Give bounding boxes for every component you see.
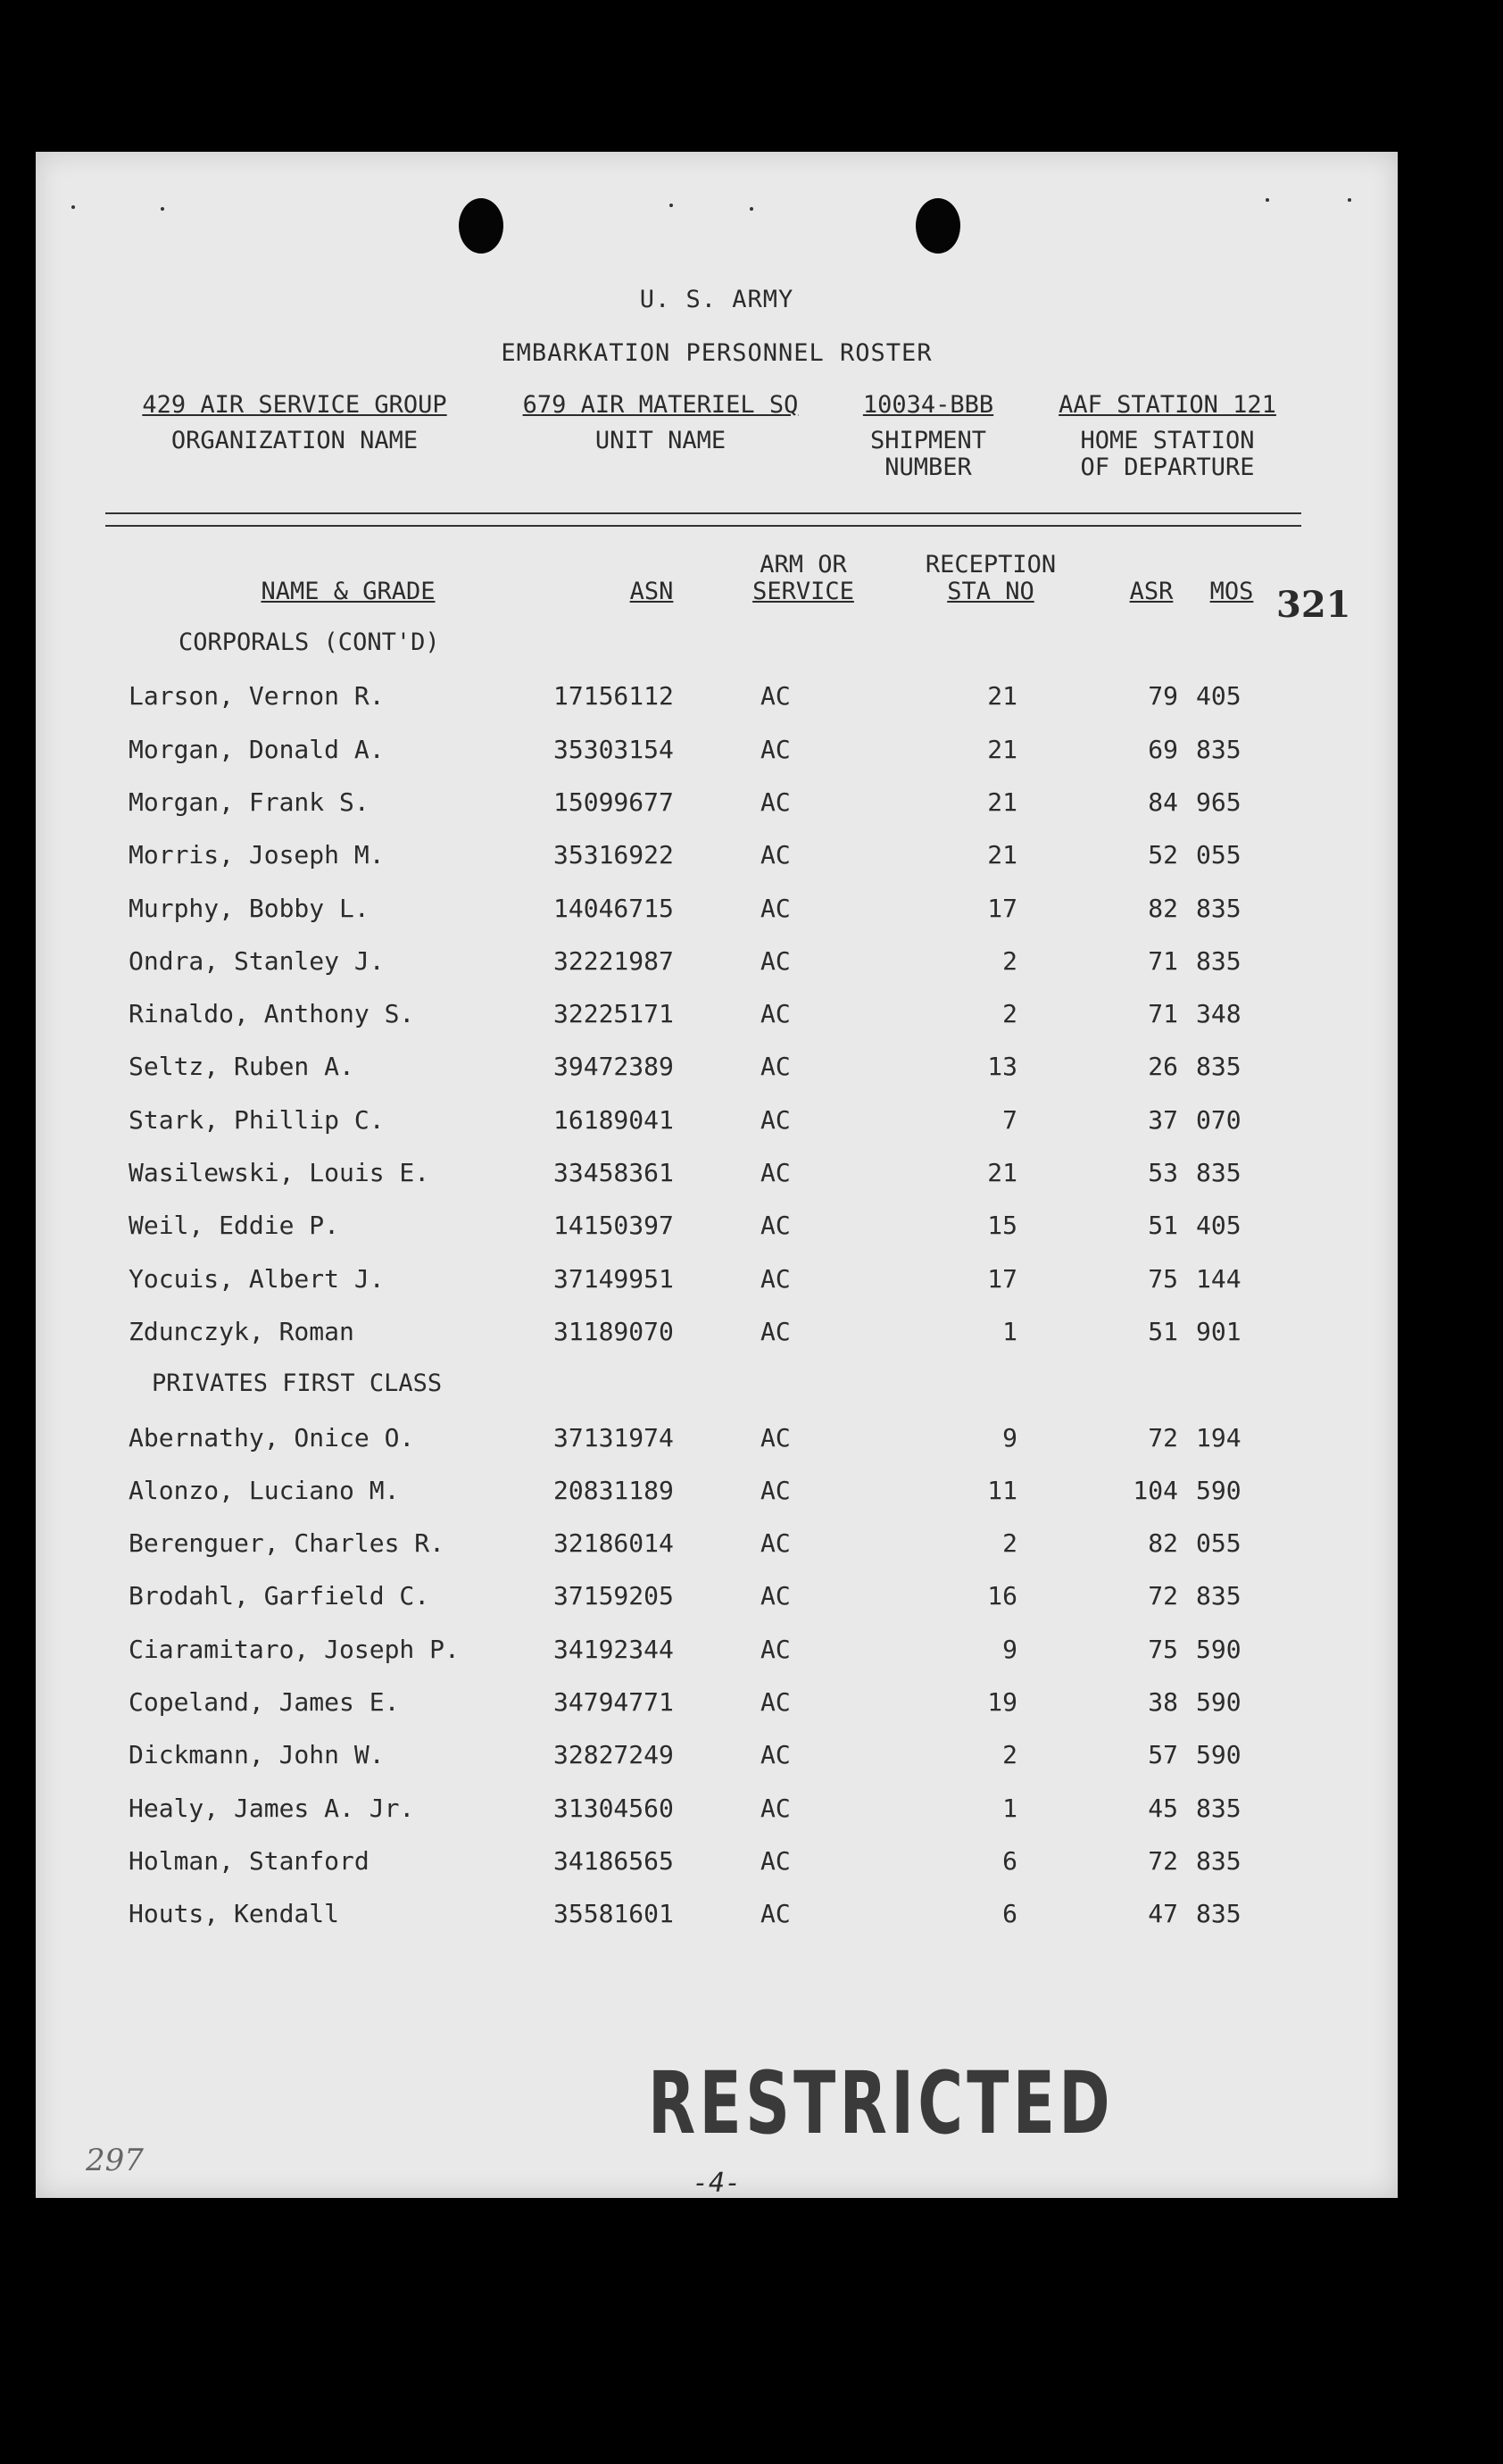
- cell-asr: 57: [1148, 1740, 1178, 1770]
- cell-mos: 835: [1196, 1899, 1241, 1929]
- cell-name: Morgan, Frank S.: [129, 787, 370, 817]
- cell-sta: 6: [1002, 1845, 1017, 1876]
- cell-name: Healy, James A. Jr.: [129, 1793, 415, 1823]
- cell-asn: 35581601: [553, 1899, 674, 1929]
- cell-sta: 21: [987, 681, 1017, 712]
- cell-mos: 835: [1196, 1793, 1241, 1823]
- cell-asn: 35303154: [553, 734, 674, 764]
- col-mos-header: MOS: [1209, 578, 1254, 605]
- cell-asn: 34192344: [553, 1634, 674, 1664]
- cell-asr: 69: [1148, 734, 1178, 764]
- cell-mos: 055: [1196, 840, 1241, 870]
- cell-asr: 79: [1148, 681, 1178, 712]
- cell-asn: 32827249: [553, 1740, 674, 1770]
- cell-arm: AC: [760, 1052, 791, 1082]
- cell-name: Ciaramitaro, Joseph P.: [129, 1634, 460, 1664]
- cell-arm: AC: [760, 893, 791, 923]
- cell-mos: 835: [1196, 945, 1241, 976]
- cell-asn: 37149951: [553, 1263, 674, 1294]
- cell-arm: AC: [760, 1475, 791, 1505]
- station-label: HOME STATION: [1080, 427, 1255, 454]
- cell-name: Berenguer, Charles R.: [129, 1528, 445, 1559]
- header-title: EMBARKATION PERSONNEL ROSTER: [501, 339, 933, 367]
- cell-name: Rinaldo, Anthony S.: [129, 999, 415, 1029]
- cell-name: Morris, Joseph M.: [129, 840, 385, 870]
- cell-asn: 31189070: [553, 1316, 674, 1346]
- cell-asn: 32186014: [553, 1528, 674, 1559]
- cell-asr: 82: [1148, 1528, 1178, 1559]
- cell-arm: AC: [760, 1793, 791, 1823]
- handwritten-note: 297: [86, 2143, 144, 2178]
- cell-mos: 901: [1196, 1316, 1241, 1346]
- table-row: [36, 1794, 1398, 1829]
- cell-asn: 31304560: [553, 1793, 674, 1823]
- cell-name: Alonzo, Luciano M.: [129, 1475, 400, 1505]
- cell-asr: 75: [1148, 1634, 1178, 1664]
- cell-mos: 590: [1196, 1475, 1241, 1505]
- cell-mos: 590: [1196, 1634, 1241, 1664]
- table-row: [36, 1687, 1398, 1723]
- speck: [669, 204, 673, 207]
- table-row: [36, 787, 1398, 823]
- cell-mos: 835: [1196, 1158, 1241, 1187]
- cell-asn: 32221987: [553, 945, 674, 976]
- cell-mos: 144: [1196, 1263, 1241, 1294]
- table-row: [36, 1476, 1398, 1511]
- cell-asr: 72: [1148, 1845, 1178, 1876]
- cell-asn: 37159205: [553, 1581, 674, 1611]
- cell-asr: 37: [1148, 1104, 1178, 1135]
- cell-mos: 348: [1196, 999, 1241, 1029]
- cell-arm: AC: [760, 734, 791, 764]
- cell-sta: 13: [987, 1052, 1017, 1082]
- cell-asr: 52: [1148, 840, 1178, 870]
- cell-mos: 835: [1196, 1052, 1241, 1082]
- cell-sta: 15: [987, 1211, 1017, 1241]
- cell-mos: 835: [1196, 893, 1241, 923]
- cell-arm: AC: [760, 1845, 791, 1876]
- cell-sta: 21: [987, 734, 1017, 764]
- shipment-label: SHIPMENT: [869, 427, 987, 454]
- table-row: [36, 1105, 1398, 1141]
- cell-asn: 15099677: [553, 787, 674, 817]
- shipment-value: 10034-BBB: [862, 391, 994, 419]
- cell-mos: 405: [1196, 1211, 1241, 1241]
- cell-asr: 51: [1148, 1211, 1178, 1241]
- table-row: [36, 1317, 1398, 1353]
- cell-sta: 2: [1002, 999, 1017, 1029]
- cell-mos: 194: [1196, 1422, 1241, 1453]
- speck: [71, 205, 75, 209]
- organization-label: ORGANIZATION NAME: [170, 427, 419, 454]
- cell-asr: 84: [1148, 787, 1178, 817]
- speck: [161, 207, 164, 211]
- cell-arm: AC: [760, 1158, 791, 1187]
- punch-hole: [459, 198, 503, 254]
- cell-asr: 104: [1133, 1475, 1178, 1505]
- cell-name: Dickmann, John W.: [129, 1740, 385, 1770]
- table-row: [36, 1899, 1398, 1935]
- cell-name: Seltz, Ruben A.: [129, 1052, 354, 1082]
- cell-sta: 9: [1002, 1422, 1017, 1453]
- cell-asr: 72: [1148, 1581, 1178, 1611]
- cell-sta: 1: [1002, 1793, 1017, 1823]
- cell-name: Zdunczyk, Roman: [129, 1316, 354, 1346]
- cell-name: Copeland, James E.: [129, 1687, 400, 1717]
- page-number: 321: [1276, 584, 1351, 626]
- table-row: [36, 946, 1398, 982]
- cell-mos: 835: [1196, 1845, 1241, 1876]
- cell-sta: 21: [987, 787, 1017, 817]
- cell-asr: 51: [1148, 1316, 1178, 1346]
- cell-arm: AC: [760, 1316, 791, 1346]
- cell-arm: AC: [760, 1211, 791, 1241]
- section-title: PRIVATES FIRST CLASS: [152, 1369, 443, 1398]
- speck: [1266, 198, 1269, 202]
- table-row: [36, 1581, 1398, 1617]
- cell-arm: AC: [760, 1634, 791, 1664]
- table-row: [36, 681, 1398, 717]
- cell-name: Brodahl, Garfield C.: [129, 1581, 430, 1611]
- table-row: [36, 1264, 1398, 1300]
- cell-sta: 2: [1002, 1528, 1017, 1559]
- col-asr-header: ASR: [1129, 578, 1174, 605]
- table-row: [36, 999, 1398, 1035]
- cell-sta: 2: [1002, 945, 1017, 976]
- cell-mos: 965: [1196, 787, 1241, 817]
- table-row: [36, 1740, 1398, 1776]
- col-sta-header: RECEPTION: [925, 551, 1057, 579]
- shipment-label: NUMBER: [884, 454, 972, 481]
- cell-asr: 82: [1148, 893, 1178, 923]
- cell-mos: 055: [1196, 1528, 1241, 1559]
- cell-arm: AC: [760, 1104, 791, 1135]
- cell-sta: 2: [1002, 1740, 1017, 1770]
- cell-mos: 405: [1196, 681, 1241, 712]
- cell-name: Houts, Kendall: [129, 1899, 340, 1929]
- cell-arm: AC: [760, 787, 791, 817]
- cell-sta: 17: [987, 1263, 1017, 1294]
- cell-arm: AC: [760, 945, 791, 976]
- cell-sta: 16: [987, 1581, 1017, 1611]
- cell-arm: AC: [760, 1899, 791, 1929]
- cell-name: Ondra, Stanley J.: [129, 945, 385, 976]
- col-sta-header: STA NO: [947, 578, 1034, 605]
- col-name-header: NAME & GRADE: [261, 578, 436, 605]
- cell-asn: 20831189: [553, 1475, 674, 1505]
- cell-sta: 7: [1002, 1104, 1017, 1135]
- col-arm-header: SERVICE: [752, 578, 854, 605]
- cell-arm: AC: [760, 1528, 791, 1559]
- cell-asr: 71: [1148, 999, 1178, 1029]
- table-row: [36, 840, 1398, 876]
- header-army: U. S. ARMY: [639, 286, 794, 313]
- footer-page-number: -4-: [692, 2168, 742, 2199]
- cell-name: Yocuis, Albert J.: [129, 1263, 385, 1294]
- table-row: [36, 1635, 1398, 1670]
- cell-name: Weil, Eddie P.: [129, 1211, 340, 1241]
- station-label: OF DEPARTURE: [1080, 454, 1255, 481]
- cell-sta: 11: [987, 1475, 1017, 1505]
- cell-arm: AC: [760, 840, 791, 870]
- cell-sta: 6: [1002, 1899, 1017, 1929]
- cell-mos: 070: [1196, 1104, 1241, 1135]
- cell-mos: 835: [1196, 1581, 1241, 1611]
- section-title: CORPORALS (CONT'D): [179, 628, 440, 656]
- cell-asn: 33458361: [553, 1158, 674, 1187]
- col-asn-header: ASN: [629, 578, 674, 605]
- cell-asn: 34794771: [553, 1687, 674, 1717]
- cell-mos: 590: [1196, 1740, 1241, 1770]
- cell-arm: AC: [760, 1422, 791, 1453]
- cell-asr: 47: [1148, 1899, 1178, 1929]
- speck: [1348, 198, 1351, 202]
- table-row: [36, 1052, 1398, 1087]
- cell-mos: 835: [1196, 734, 1241, 764]
- cell-asn: 35316922: [553, 840, 674, 870]
- cell-asn: 14046715: [553, 893, 674, 923]
- cell-sta: 9: [1002, 1634, 1017, 1664]
- roster-page: [36, 152, 1398, 2198]
- cell-asn: 37131974: [553, 1422, 674, 1453]
- cell-mos: 590: [1196, 1687, 1241, 1717]
- unit-value: 679 AIR MATERIEL SQ: [522, 391, 799, 419]
- cell-asr: 72: [1148, 1422, 1178, 1453]
- cell-asr: 75: [1148, 1263, 1178, 1294]
- cell-asr: 45: [1148, 1793, 1178, 1823]
- speck: [750, 207, 753, 211]
- cell-sta: 19: [987, 1687, 1017, 1717]
- cell-name: Stark, Phillip C.: [129, 1104, 385, 1135]
- cell-asn: 14150397: [553, 1211, 674, 1241]
- table-row: [36, 1423, 1398, 1459]
- station-value: AAF STATION 121: [1059, 391, 1276, 419]
- cell-name: Wasilewski, Louis E.: [129, 1158, 430, 1187]
- cell-asn: 17156112: [553, 681, 674, 712]
- cell-asr: 26: [1148, 1052, 1178, 1082]
- cell-asr: 53: [1148, 1158, 1178, 1187]
- cell-arm: AC: [760, 681, 791, 712]
- divider: [105, 512, 1301, 514]
- cell-name: Holman, Stanford: [129, 1845, 370, 1876]
- cell-asn: 32225171: [553, 999, 674, 1029]
- cell-asn: 34186565: [553, 1845, 674, 1876]
- cell-arm: AC: [760, 1740, 791, 1770]
- table-row: [36, 735, 1398, 770]
- cell-sta: 21: [987, 1158, 1017, 1187]
- cell-name: Larson, Vernon R.: [129, 681, 385, 712]
- table-row: [36, 1528, 1398, 1564]
- table-row: [36, 1158, 1398, 1194]
- table-row: [36, 1846, 1398, 1882]
- divider: [105, 525, 1301, 527]
- table-row: [36, 1211, 1398, 1246]
- col-arm-header: ARM OR: [760, 551, 847, 579]
- table-row: [36, 894, 1398, 929]
- cell-sta: 17: [987, 893, 1017, 923]
- cell-arm: AC: [760, 1687, 791, 1717]
- organization-value: 429 AIR SERVICE GROUP: [142, 391, 447, 419]
- restricted-stamp: RESTRICTED: [648, 2053, 1114, 2153]
- cell-asn: 16189041: [553, 1104, 674, 1135]
- cell-arm: AC: [760, 1263, 791, 1294]
- cell-sta: 21: [987, 840, 1017, 870]
- cell-arm: AC: [760, 999, 791, 1029]
- cell-sta: 1: [1002, 1316, 1017, 1346]
- cell-asn: 39472389: [553, 1052, 674, 1082]
- cell-asr: 71: [1148, 945, 1178, 976]
- cell-asr: 38: [1148, 1687, 1178, 1717]
- cell-name: Abernathy, Onice O.: [129, 1422, 415, 1453]
- unit-label: UNIT NAME: [594, 427, 727, 454]
- cell-name: Morgan, Donald A.: [129, 734, 385, 764]
- cell-arm: AC: [760, 1581, 791, 1611]
- punch-hole: [916, 198, 960, 254]
- cell-name: Murphy, Bobby L.: [129, 893, 370, 923]
